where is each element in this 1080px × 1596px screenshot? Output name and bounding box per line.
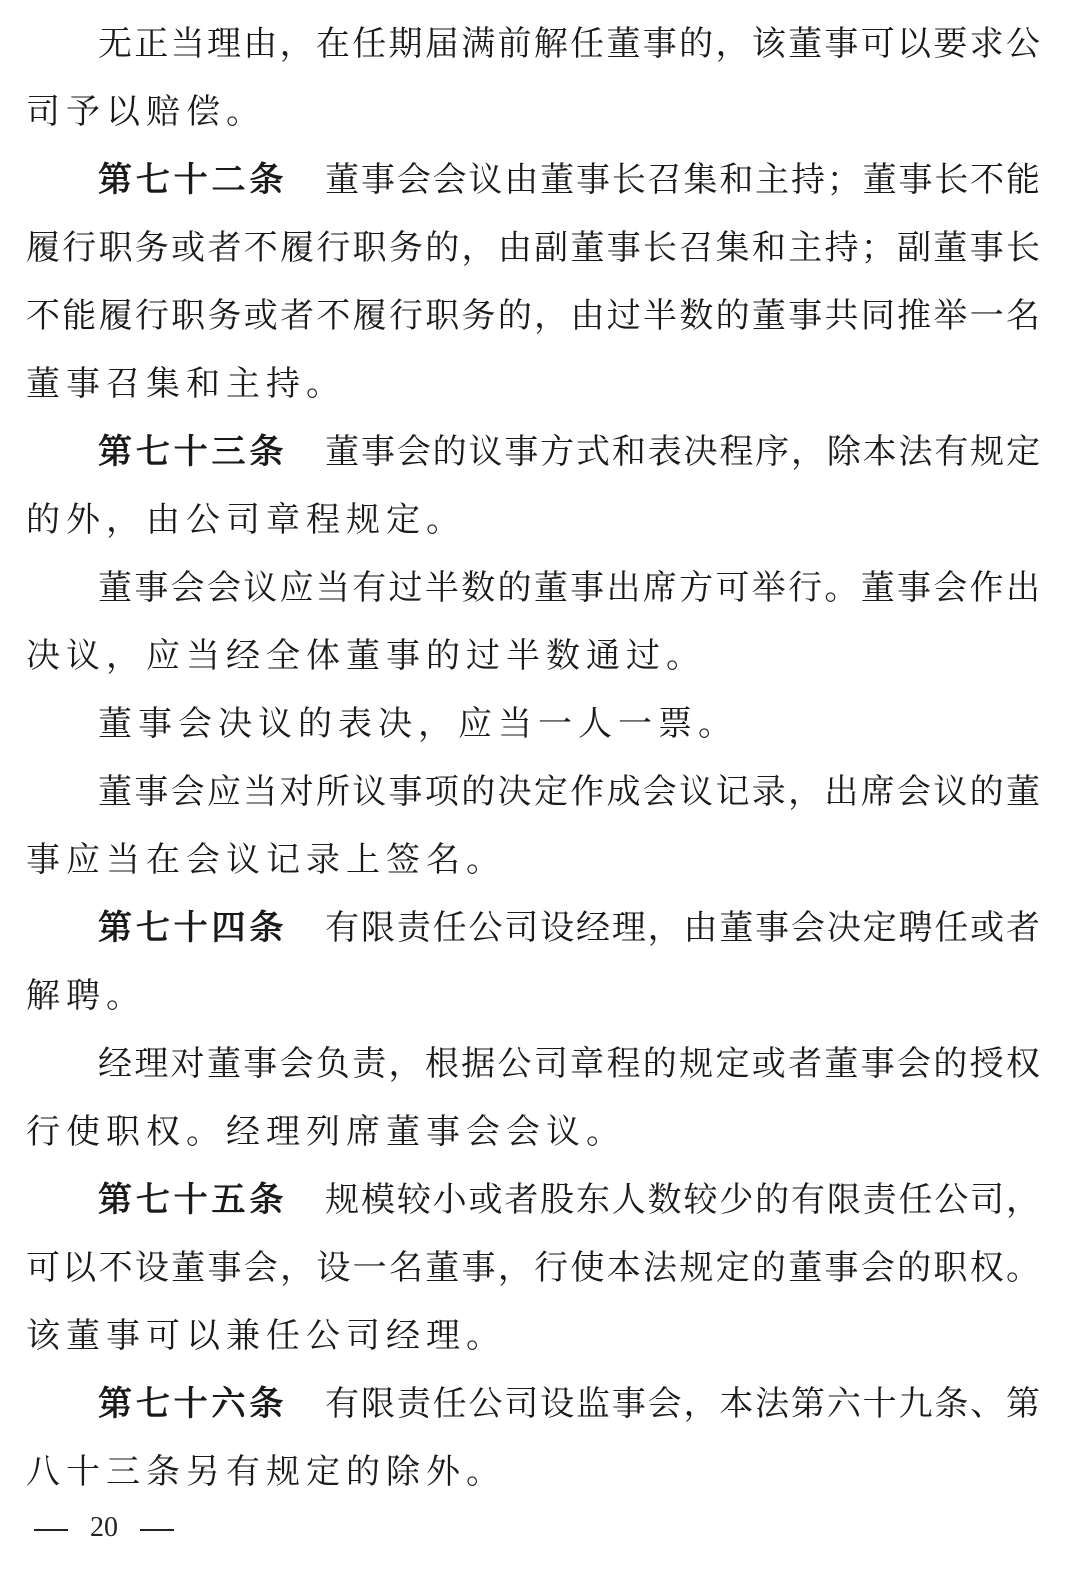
text-line <box>26 966 1040 1026</box>
line-text: 董事召集和主持。 <box>26 364 346 404</box>
line-text: 决议，应当经全体董事的过半数通过。 <box>26 636 706 676</box>
text-line <box>26 286 1040 346</box>
line-text: 的外，由公司章程规定。 <box>26 500 466 540</box>
article-74-heading-line <box>26 898 1040 958</box>
line-text: 司予以赔偿。 <box>26 92 266 132</box>
article-75-heading-line <box>26 1170 1040 1230</box>
line-text: 董事会决议的表决，应当一人一票。 <box>98 704 738 744</box>
article-72-heading-line <box>26 150 1040 210</box>
article-heading: 第七十二条 <box>98 160 288 200</box>
line-text: 无正当理由，在任期届满前解任董事的，该董事可以要求公 <box>98 24 1040 64</box>
line-text: 董事会会议由董事长召集和主持；董事长不能 <box>325 160 1041 200</box>
text-line <box>26 558 1040 618</box>
article-heading: 第七十六条 <box>98 1384 288 1424</box>
line-text: 董事会应当对所议事项的决定作成会议记录，出席会议的董 <box>98 772 1040 812</box>
line-text: 有限责任公司设经理，由董事会决定聘任或者 <box>325 908 1041 948</box>
text-line <box>26 354 1040 414</box>
article-73-heading-line <box>26 422 1040 482</box>
text-line <box>26 1442 1040 1502</box>
page-footer <box>34 1508 174 1548</box>
line-text: 事应当在会议记录上签名。 <box>26 840 506 880</box>
text-line <box>26 694 1040 754</box>
text-line <box>26 218 1040 278</box>
article-heading: 第七十四条 <box>98 908 288 948</box>
line-text: 行使职权。经理列席董事会会议。 <box>26 1112 626 1152</box>
line-text: 经理对董事会负责，根据公司章程的规定或者董事会的授权 <box>98 1044 1040 1084</box>
line-text: 董事会的议事方式和表决程序，除本法有规定 <box>325 432 1041 472</box>
text-line <box>26 1238 1040 1298</box>
text-line <box>26 14 1040 74</box>
line-text: 有限责任公司设监事会，本法第六十九条、第 <box>325 1384 1041 1424</box>
text-line <box>26 82 1040 142</box>
line-text: 董事会会议应当有过半数的董事出席方可举行。董事会作出 <box>98 568 1040 608</box>
text-line <box>26 1102 1040 1162</box>
line-text: 八十三条另有规定的除外。 <box>26 1452 506 1492</box>
text-line <box>26 762 1040 822</box>
line-text: 履行职务或者不履行职务的，由副董事长召集和主持；副董事长 <box>26 228 1040 268</box>
article-heading: 第七十五条 <box>98 1180 288 1220</box>
footer-dash-left <box>34 1529 68 1531</box>
line-text: 该董事可以兼任公司经理。 <box>26 1316 506 1356</box>
line-text: 可以不设董事会，设一名董事，行使本法规定的董事会的职权。 <box>26 1248 1040 1288</box>
text-line <box>26 626 1040 686</box>
text-line <box>26 490 1040 550</box>
article-76-heading-line <box>26 1374 1040 1434</box>
line-text: 不能履行职务或者不履行职务的，由过半数的董事共同推举一名 <box>26 296 1040 336</box>
line-text: 规模较小或者股东人数较少的有限责任公司， <box>325 1180 1041 1220</box>
line-text: 解聘。 <box>26 976 146 1016</box>
article-heading: 第七十三条 <box>98 432 288 472</box>
footer-dash-right <box>140 1529 174 1531</box>
text-line <box>26 1306 1040 1366</box>
text-line <box>26 830 1040 890</box>
text-line <box>26 1034 1040 1094</box>
page-number: 20 <box>90 1512 118 1543</box>
